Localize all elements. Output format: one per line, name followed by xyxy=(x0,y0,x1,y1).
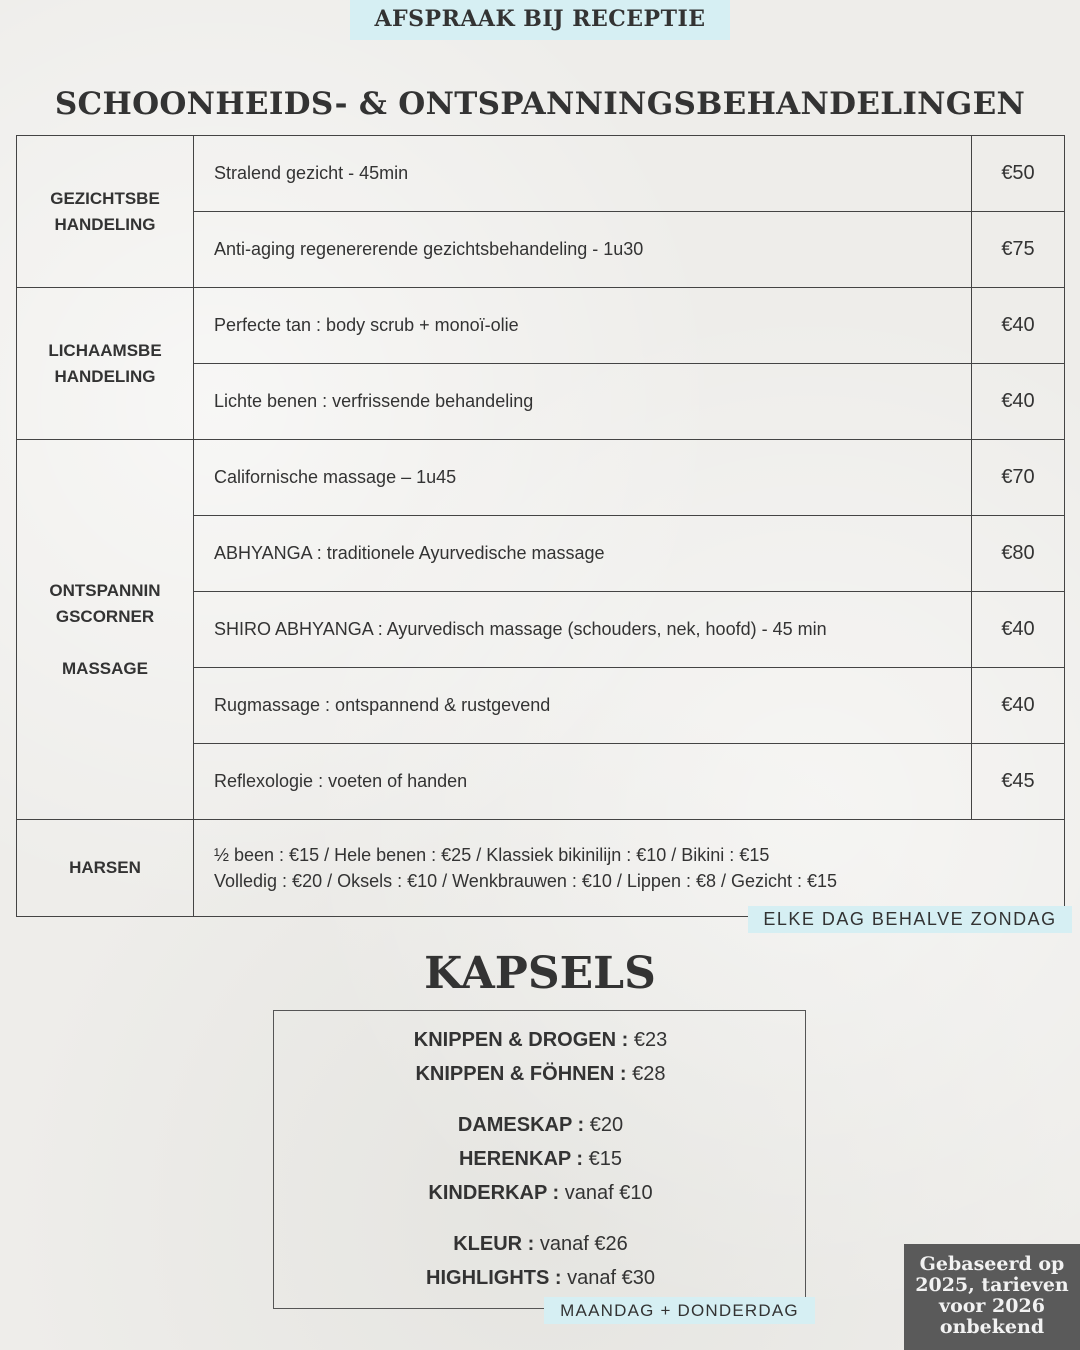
hair-price-item: KNIPPEN & DROGEN : €23 xyxy=(413,1029,668,1051)
treatment-description: Anti-aging regenererende gezichtsbehandeling - 1u30 xyxy=(194,212,972,288)
hair-price-box xyxy=(273,1010,806,1309)
appointment-badge: AFSPRAAK BIJ RECEPTIE xyxy=(350,0,730,40)
treatments-availability: ELKE DAG BEHALVE ZONDAG xyxy=(748,906,1072,933)
category-massage: ONTSPANNIN GSCORNER MASSAGE xyxy=(17,440,194,820)
treatment-price: €50 xyxy=(972,136,1065,212)
table-row xyxy=(17,820,1065,917)
hair-section-title: KAPSELS xyxy=(424,948,656,999)
waxing-line-2: Volledig : €20 / Oksels : €10 / Wenkbrauwen : €10 / Lippen : €8 / Gezicht : €15 xyxy=(214,871,838,891)
treatment-description: Stralend gezicht - 45min xyxy=(194,136,972,212)
treatment-price: €45 xyxy=(972,744,1065,820)
treatment-description: Rugmassage : ontspannend & rustgevend xyxy=(194,668,972,744)
treatment-description: Californische massage – 1u45 xyxy=(194,440,972,516)
page-title: SCHOONHEIDS- & ONTSPANNINGSBEHANDELINGEN xyxy=(54,86,1026,122)
treatment-price: €80 xyxy=(972,516,1065,592)
category-body: LICHAAMSBE HANDELING xyxy=(17,288,194,440)
table-row xyxy=(17,440,1065,516)
hair-price-item: KLEUR : vanaf €26 xyxy=(453,1233,628,1255)
category-facial: GEZICHTSBE HANDELING xyxy=(17,136,194,288)
pricing-disclaimer: Gebaseerd op 2025, tarieven voor 2026 onbekend xyxy=(904,1244,1080,1350)
waxing-prices xyxy=(194,820,1065,917)
hair-price-item: HIGHLIGHTS : vanaf €30 xyxy=(426,1267,655,1289)
table-row xyxy=(17,288,1065,364)
treatment-price: €40 xyxy=(972,288,1065,364)
hair-price-item: HERENKAP : €15 xyxy=(458,1148,623,1170)
treatment-description: ABHYANGA : traditionele Ayurvedische massage xyxy=(194,516,972,592)
treatment-description: Reflexologie : voeten of handen xyxy=(194,744,972,820)
hair-price-item: KNIPPEN & FÖHNEN : €28 xyxy=(415,1063,666,1085)
treatment-description: SHIRO ABHYANGA : Ayurvedisch massage (schouders, nek, hoofd) - 45 min xyxy=(194,592,972,668)
treatment-description: Lichte benen : verfrissende behandeling xyxy=(194,364,972,440)
treatment-description: Perfecte tan : body scrub + monoï-olie xyxy=(194,288,972,364)
hair-price-item: KINDERKAP : vanaf €10 xyxy=(428,1182,653,1204)
hair-price-item: DAMESKAP : €20 xyxy=(457,1114,624,1136)
treatment-price: €40 xyxy=(972,592,1065,668)
hair-availability: MAANDAG + DONDERDAG xyxy=(544,1297,815,1324)
treatment-price: €70 xyxy=(972,440,1065,516)
treatments-table xyxy=(16,135,1065,917)
table-row xyxy=(17,136,1065,212)
treatment-price: €40 xyxy=(972,364,1065,440)
category-waxing: HARSEN xyxy=(17,820,194,917)
treatment-price: €75 xyxy=(972,212,1065,288)
waxing-line-1: ½ been : €15 / Hele benen : €25 / Klassiek bikinilijn : €10 / Bikini : €15 xyxy=(214,845,770,865)
treatment-price: €40 xyxy=(972,668,1065,744)
